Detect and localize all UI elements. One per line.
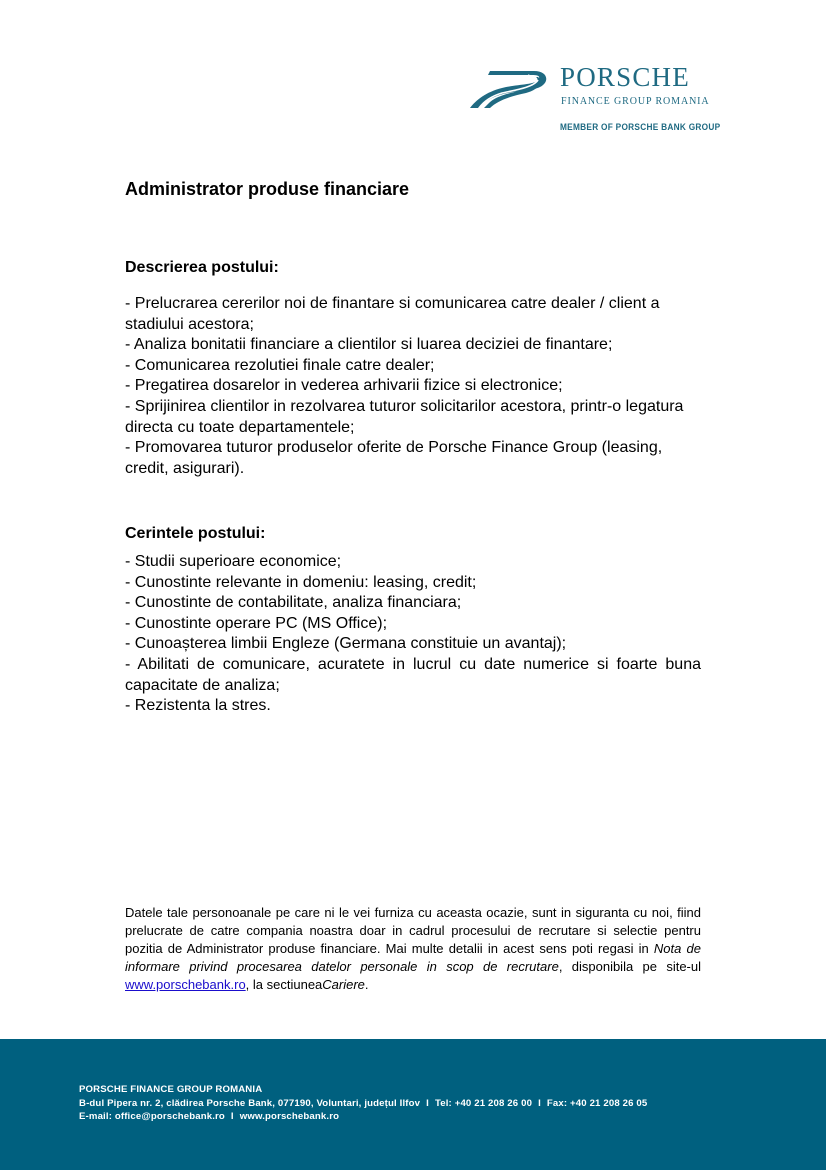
privacy-notice — [125, 904, 701, 994]
logo-member-tagline: MEMBER OF PORSCHE BANK GROUP — [560, 122, 721, 132]
job-description-section — [125, 258, 701, 479]
description-list — [125, 294, 701, 479]
list-item: - Cunoașterea limbii Engleze (Germana constituie un avantaj); — [125, 635, 567, 653]
list-item: - Pregatirea dosarelor in vederea arhivarii fizice si electronice; — [125, 377, 563, 395]
description-heading: Descrierea postului: — [125, 259, 279, 276]
privacy-text: . — [364, 977, 369, 992]
careers-section-name: Cariere — [322, 977, 365, 992]
list-item: - Abilitati de comunicare, acuratete in lucrul cu date numerice si foarte buna capacitate de analiza; — [125, 655, 701, 694]
footer-contact-block — [79, 1083, 647, 1124]
logo-subtitle: FINANCE GROUP ROMANIA — [561, 96, 710, 107]
requirements-list — [125, 552, 701, 717]
footer-fax: Fax: +40 21 208 26 05 — [546, 1097, 648, 1109]
logo-brand-name: PORSCHE — [560, 62, 690, 92]
porsche-finance-swoosh-icon — [468, 68, 550, 108]
porschebank-link[interactable]: www.porschebank.ro — [125, 977, 246, 992]
list-item: - Cunostinte de contabilitate, analiza financiara; — [125, 594, 462, 612]
list-item: - Cunostinte operare PC (MS Office); — [125, 614, 388, 632]
footer-separator: I — [426, 1097, 429, 1109]
requirements-heading: Cerintele postului: — [125, 525, 266, 542]
footer-separator: I — [230, 1111, 234, 1122]
footer-address-line — [79, 1097, 647, 1111]
list-item: - Analiza bonitatii financiare a clientilor si luarea deciziei de finantare; — [125, 336, 613, 354]
list-item: - Sprijinirea clientilor in rezolvarea tuturor solicitarilor acestora, printr-o legatura directa cu toate departamentele; — [125, 397, 684, 436]
list-item: - Studii superioare economice; — [125, 553, 342, 570]
privacy-notice-title: Nota de informare privind procesarea datelor personale in scop de recrutare — [125, 941, 701, 974]
footer-email[interactable]: E-mail: office@porschebank.ro — [79, 1111, 225, 1122]
list-item: - Promovarea tuturor produselor oferite de Porsche Finance Group (leasing, credit, asigurari). — [125, 439, 663, 477]
privacy-text: , la sectiunea — [245, 977, 323, 992]
footer-web-line — [79, 1110, 647, 1124]
footer-website[interactable]: www.porschebank.ro — [239, 1111, 340, 1122]
footer-separator: I — [538, 1097, 541, 1109]
footer-company: PORSCHE FINANCE GROUP ROMANIA — [79, 1084, 263, 1095]
job-requirements-section — [125, 524, 701, 717]
page-title: Administrator produse financiare — [125, 179, 410, 199]
footer-tel: Tel: +40 21 208 26 00 — [434, 1097, 533, 1109]
list-item: - Rezistenta la stres. — [125, 697, 271, 715]
list-item: - Cunostinte relevante in domeniu: leasing, credit; — [125, 573, 477, 591]
list-item: - Comunicarea rezolutiei finale catre dealer; — [125, 356, 435, 374]
list-item: - Prelucrarea cererilor noi de finantare si comunicarea catre dealer / client a stadiului acestora; — [125, 295, 660, 333]
privacy-text: , disponibila pe site-ul — [558, 959, 701, 974]
privacy-text: Datele tale personoanale pe care ni le vei furniza cu aceasta ocazie, sunt in siguranta cu noi, fiind prelucrate de catre compania noastra doar in cadrul procesului de recrutare si selectie pentru pozitia de Administrator produse financiare. Mai multe detalii in acest sens poti regasi in — [125, 905, 701, 956]
footer-address: B-dul Pipera nr. 2, clădirea Porsche Bank, 077190, Voluntari, județul Ilfov — [79, 1097, 421, 1109]
footer-band — [0, 1039, 826, 1170]
company-logo — [468, 62, 748, 136]
